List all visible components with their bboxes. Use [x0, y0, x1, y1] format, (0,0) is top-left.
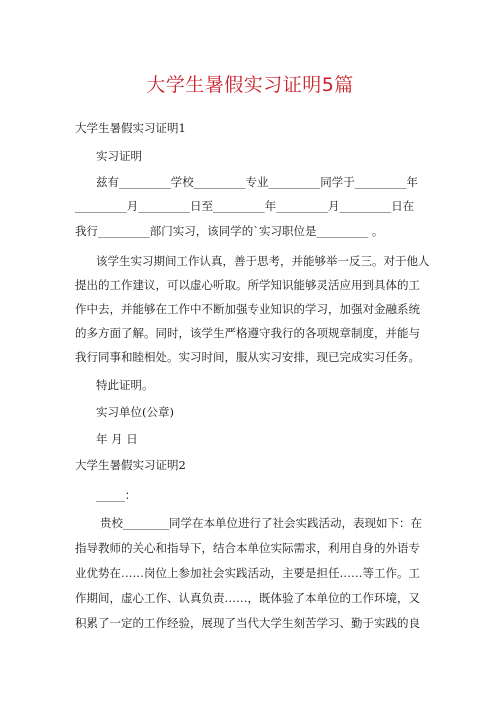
- section2-paragraph-line: 指导教师的关心和指导下，结合本单位实际需求，利用自身的外语专: [75, 541, 420, 555]
- section1-paragraph-line: 我行同事和睦相处。实习时间，服从实习安排，现已完成实习任务。: [75, 350, 420, 364]
- date-line: 年 月 日: [96, 432, 138, 446]
- section2-paragraph-line: 积累了一定的工作经验，展现了当代大学生刻苦学习、勤于实践的良: [75, 616, 420, 630]
- section1-fill-line-2: _________月_________日至_________年_________月_________日在: [75, 199, 415, 213]
- section1-fill-line-3: 我行_________部门实习，该同学的`实习职位是_________ 。: [75, 224, 384, 238]
- section1-subheading: 实习证明: [96, 149, 142, 163]
- special-certification-text: 特此证明。: [96, 378, 154, 392]
- section2-heading: 大学生暑假实习证明2: [75, 458, 186, 472]
- section2-paragraph-line: 业优势在……岗位上参加社会实践活动，主要是担任……等工作。工: [75, 566, 420, 580]
- internship-unit-seal-label: 实习单位(公章): [96, 405, 174, 419]
- section1-paragraph-line: 提出的工作建议，可以虚心听取。所学知识能够灵活应用到具体的工: [75, 278, 420, 292]
- document-title: 大学生暑假实习证明5篇: [146, 74, 354, 96]
- section1-paragraph-line: 该学生实习期间工作认真，善于思考，并能够举一反三。对于他人: [96, 254, 430, 268]
- section2-paragraph-line: 作期间，虚心工作、认真负责……，既体验了本单位的工作环境，又: [75, 591, 420, 605]
- section1-heading: 大学生暑假实习证明1: [75, 121, 186, 135]
- section1-paragraph-line: 作中去，并能够在工作中不断加强专业知识的学习，加强对金融系统: [75, 302, 420, 316]
- section1-fill-line-1: 兹有_________学校_________专业_________同学于_________年: [96, 175, 418, 189]
- section1-paragraph-line: 的多方面了解。同时，该学生严格遵守我行的各项规章制度，并能与: [75, 326, 420, 340]
- section2-salutation: _____：: [96, 488, 137, 502]
- section2-paragraph-line: 贵校________同学在本单位进行了社会实践活动，表现如下：在: [100, 516, 422, 530]
